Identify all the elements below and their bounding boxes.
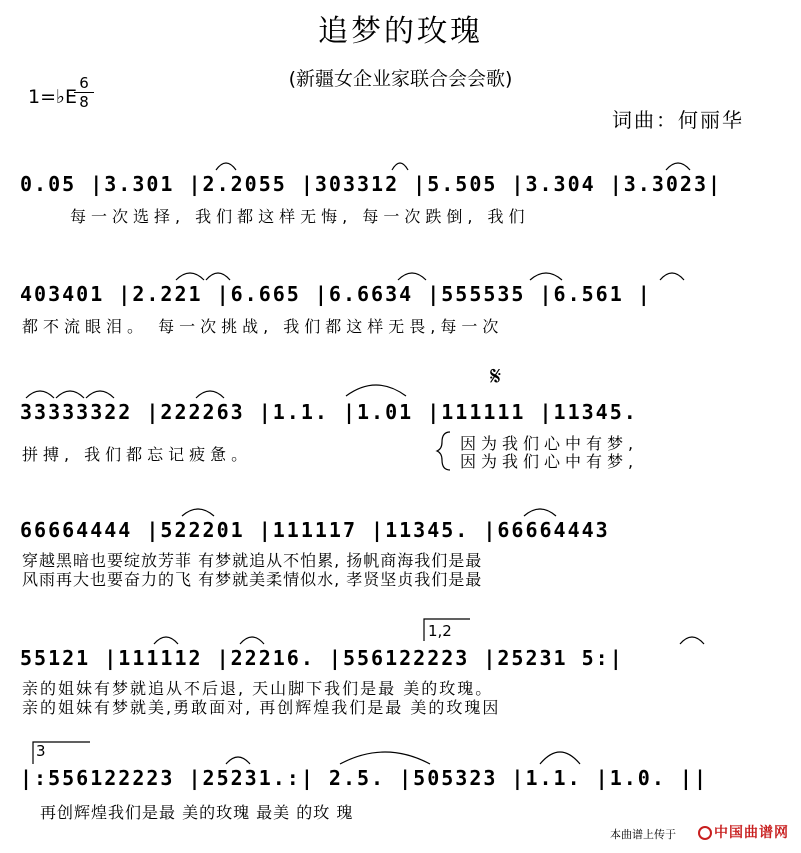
lyric-line-4-verse-1: 穿越黑暗也要绽放芳菲 有梦就追从不怕累, 扬帆商海我们是最 — [22, 551, 483, 570]
slur — [226, 757, 250, 764]
site-logo — [698, 822, 789, 842]
score-line-2: 403401 |2.221 |6.665 |6.6634 |555535 |6.561 | — [20, 282, 652, 306]
key-signature: 1=♭E — [28, 86, 77, 108]
score-line-5: 55121 |111112 |22216. |556122223 |25231 5:| — [20, 646, 624, 670]
lyric-line-3-verse-1: 因为我们心中有梦, — [460, 434, 639, 453]
volta-bracket — [424, 619, 470, 641]
slur — [206, 273, 230, 280]
slur — [182, 509, 214, 516]
slur — [196, 391, 224, 398]
meter-bottom: 8 — [79, 93, 89, 111]
song-title: 追梦的玫瑰 — [318, 14, 483, 49]
score-line-3: 33333322 |222263 |1.1. |1.01 |111111 |11345. — [20, 400, 638, 424]
lyric-line-1: 每一次选择, 我们都这样无悔, 每一次跌倒, 我们 — [70, 207, 530, 226]
slur — [216, 163, 236, 170]
lyric-line-4-verse-2: 风雨再大也要奋力的飞 有梦就美柔情似水, 孝贤坚贞我们是最 — [22, 570, 483, 589]
slur — [340, 752, 430, 764]
slur — [176, 273, 204, 280]
verse-brace — [437, 432, 450, 470]
lyric-line-3-verse-2: 因为我们心中有梦, — [460, 452, 639, 471]
volta-bracket — [33, 742, 90, 764]
slur — [240, 637, 264, 644]
slur — [660, 273, 684, 280]
volta-1-2-label: 1,2 — [428, 622, 452, 640]
slur — [346, 385, 406, 396]
slur — [26, 391, 54, 398]
song-subtitle: (新疆女企业家联合会会歌) — [288, 68, 513, 90]
lyric-line-6: 再创辉煌我们是最 美的玫瑰 最美 的玫 瑰 — [40, 803, 354, 822]
composer-credit: 词曲：何丽华 — [612, 108, 744, 132]
slur — [56, 391, 84, 398]
lyric-line-5-verse-2: 亲的姐妹有梦就美,勇敢面对, 再创辉煌我们是最 美的玫瑰因 — [22, 698, 501, 717]
slur — [680, 637, 704, 644]
slur — [398, 273, 426, 280]
slur — [524, 509, 556, 516]
volta-3-label: 3 — [36, 742, 46, 760]
upload-credit: 本曲谱上传于 — [610, 828, 676, 841]
meter-top: 6 — [79, 74, 89, 92]
slur — [540, 752, 580, 764]
slur — [392, 163, 408, 170]
lyric-line-5-verse-1: 亲的姐妹有梦就追从不后退, 天山脚下我们是最 美的玫瑰。 — [22, 679, 494, 698]
lyric-line-2: 都不流眼泪。 每一次挑战, 我们都这样无畏,每一次 — [22, 317, 504, 336]
slur — [154, 637, 178, 644]
score-line-4: 66664444 |522201 |111117 |11345. |66664443 — [20, 518, 610, 542]
slur — [530, 273, 562, 280]
slur — [86, 391, 114, 398]
logo-text: 中国曲谱网 — [714, 825, 789, 841]
slur — [666, 163, 690, 170]
lyric-line-3: 拼搏, 我们都忘记疲惫。 — [22, 445, 253, 464]
score-line-1: 0.05 |3.301 |2.2055 |303312 |5.505 |3.304 |3.3023| — [20, 172, 723, 196]
logo-icon — [698, 826, 712, 840]
segno-icon: 𝄋 — [490, 362, 502, 392]
score-line-6: |:556122223 |25231.:| 2.5. |505323 |1.1. |1.0. || — [20, 766, 709, 790]
